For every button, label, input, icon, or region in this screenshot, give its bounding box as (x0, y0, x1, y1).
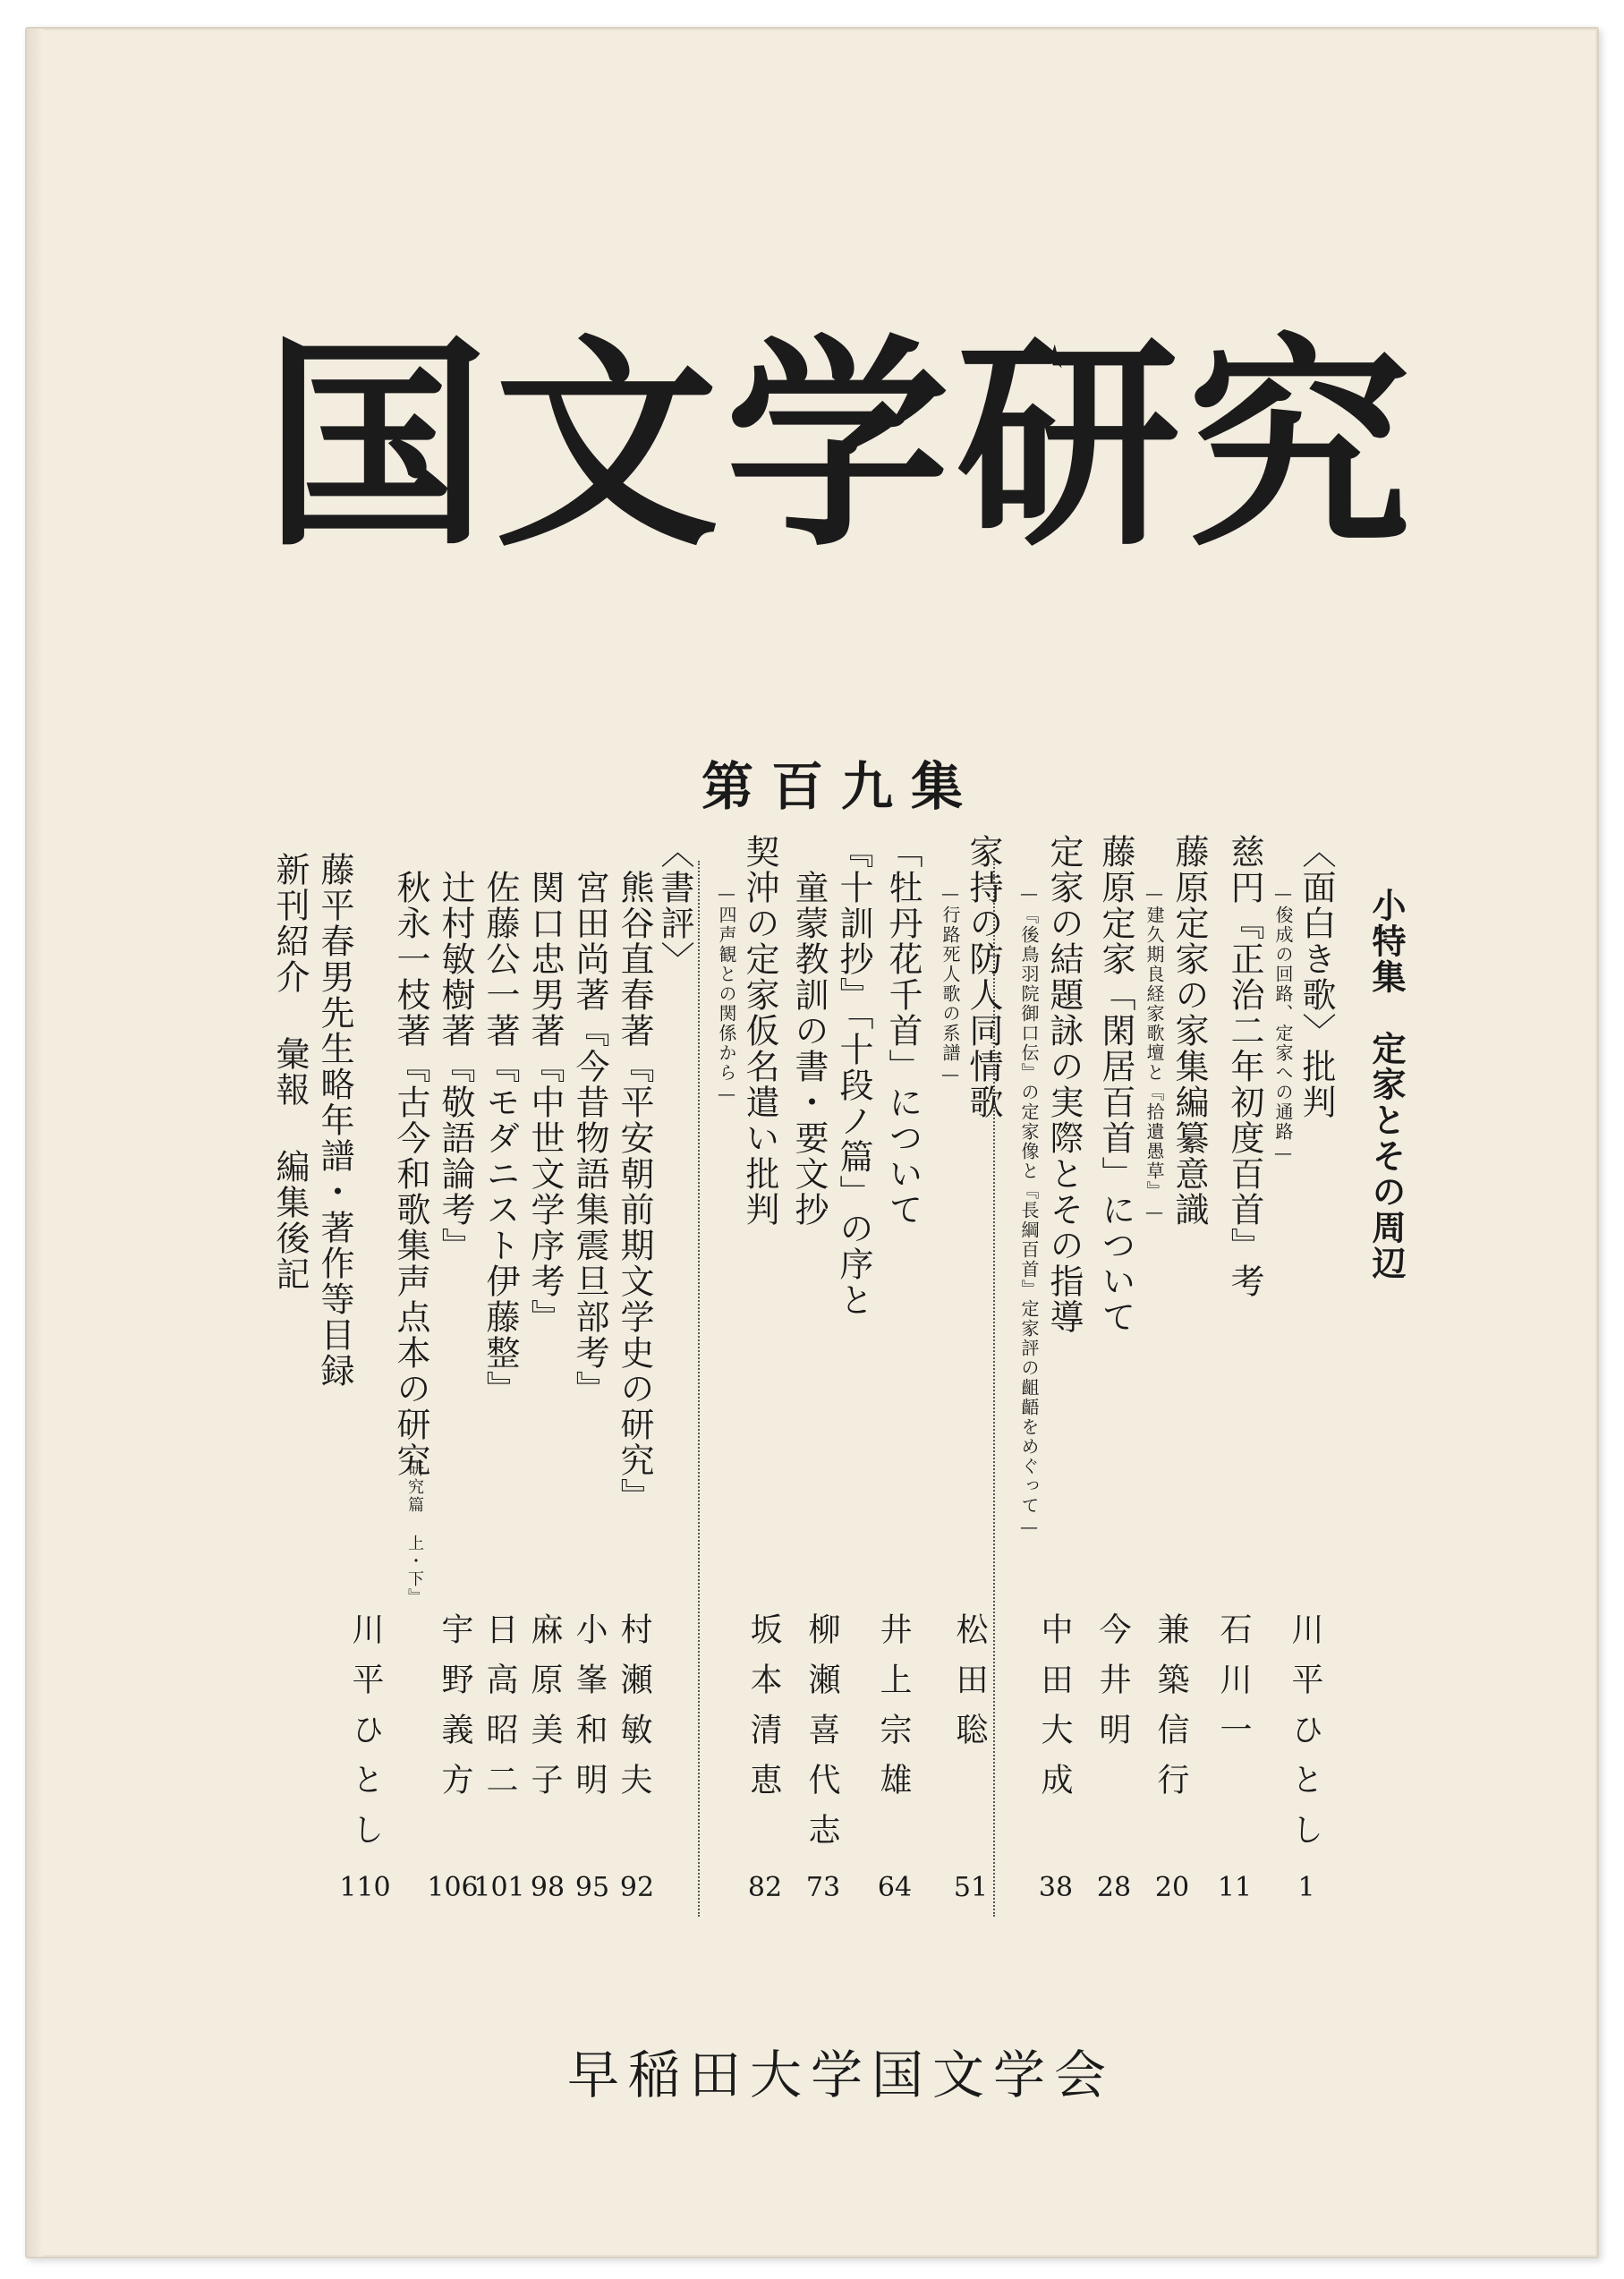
journal-cover (25, 27, 1599, 2258)
article-author: 松田聡 (951, 1612, 988, 1763)
article-page: 11 (1217, 1872, 1253, 1903)
article-page: 38 (1038, 1872, 1074, 1903)
review-title: 辻村敏樹著『敬語論考』 (436, 870, 475, 1263)
article-page: 82 (747, 1872, 783, 1903)
review-title: 熊谷直春著『平安朝前期文学史の研究』 (615, 870, 654, 1514)
article-title: 藤原定家の家集編纂意識 (1169, 834, 1209, 1228)
review-author: 麻原美子 (526, 1612, 563, 1813)
article-title: 「牡丹花千首」について (883, 834, 923, 1228)
review-page: 92 (619, 1872, 655, 1903)
article-author: 川平ひとし (1287, 1612, 1323, 1863)
article-author: 中田大成 (1036, 1612, 1073, 1813)
article-title: 定家の結題詠の実際とその指導 (1044, 834, 1084, 1335)
article-title: 〈面白き歌〉批判 (1297, 834, 1336, 1120)
article-subtitle: —四声観との関係から— (716, 882, 737, 1106)
back-matter-item: 藤平春男先生略年譜・著作等目録 (315, 852, 354, 1389)
article-title: 家持の防人同情歌 (964, 834, 1003, 1120)
review-author: 宇野義方 (437, 1612, 473, 1813)
review-page: 95 (574, 1872, 610, 1903)
review-author: 日高昭二 (481, 1612, 518, 1813)
review-page: 101 (473, 1872, 525, 1903)
review-note: 研究篇 上・下』 (405, 1460, 424, 1606)
article-page: 73 (805, 1872, 841, 1903)
article-title: 童蒙教訓の書・要文抄 (789, 870, 829, 1228)
review-title: 佐藤公一著『モダニスト伊藤整』 (480, 870, 520, 1407)
feature-title: 定家とその周辺 (1366, 1031, 1406, 1281)
article-page: 28 (1096, 1872, 1132, 1903)
article-author: 石川一 (1215, 1612, 1252, 1763)
article-page: 64 (877, 1872, 913, 1903)
review-title: 関口忠男著『中世文学序考』 (525, 870, 565, 1335)
publisher-name: 早稲田大学国文学会 (566, 2045, 1115, 2105)
article-author: 柳瀬喜代志 (803, 1612, 840, 1863)
review-page: 110 (339, 1872, 391, 1903)
review-title: 宮田尚著『今昔物語集震旦部考』 (570, 870, 609, 1407)
review-author: 村瀬敏夫 (616, 1612, 652, 1813)
review-page: 106 (427, 1872, 479, 1903)
review-page: 98 (530, 1872, 565, 1903)
article-author: 井上宗雄 (875, 1612, 912, 1813)
column-separator (698, 861, 700, 1917)
article-subtitle: —『後鳥羽院御口伝』の定家像と『長綱百首』定家評の齟齬をめぐって— (1018, 882, 1040, 1539)
article-subtitle: —建久期良経家歌壇と『拾遺愚草』— (1144, 882, 1165, 1224)
article-author: 坂本清恵 (745, 1612, 782, 1813)
article-author: 兼築信行 (1152, 1612, 1189, 1813)
article-page: 20 (1154, 1872, 1190, 1903)
article-title: 藤原定家「閑居百首」について (1096, 834, 1135, 1335)
journal-title: 国文学研究 (264, 313, 1418, 576)
spine-edge (27, 29, 43, 2257)
article-title: 契沖の定家仮名遣い批判 (740, 834, 779, 1228)
article-page: 51 (953, 1872, 989, 1903)
review-author: 小峯和明 (571, 1612, 608, 1813)
back-matter-item: 新刊紹介 彙報 編集後記 (270, 852, 310, 1292)
feature-label: 小特集 (1366, 888, 1406, 995)
issue-number: 第百九集 (701, 756, 981, 817)
table-of-contents (259, 834, 1441, 1926)
article-title: 慈円『正治二年初度百首』考 (1225, 834, 1264, 1299)
reviews-label: 〈書評〉 (655, 834, 694, 977)
review-author: 川平ひとし (347, 1612, 384, 1863)
article-author: 今井明 (1094, 1612, 1131, 1763)
article-subtitle: —俊成の回路、定家への通路— (1272, 882, 1294, 1165)
review-title: 秋永一枝著『古今和歌集声点本の研究 (391, 870, 430, 1478)
article-subtitle: —行路死人歌の系譜— (940, 882, 961, 1086)
article-page: 1 (1297, 1872, 1315, 1903)
article-title: 『十訓抄』「十段ノ篇」の序と (834, 834, 873, 1318)
